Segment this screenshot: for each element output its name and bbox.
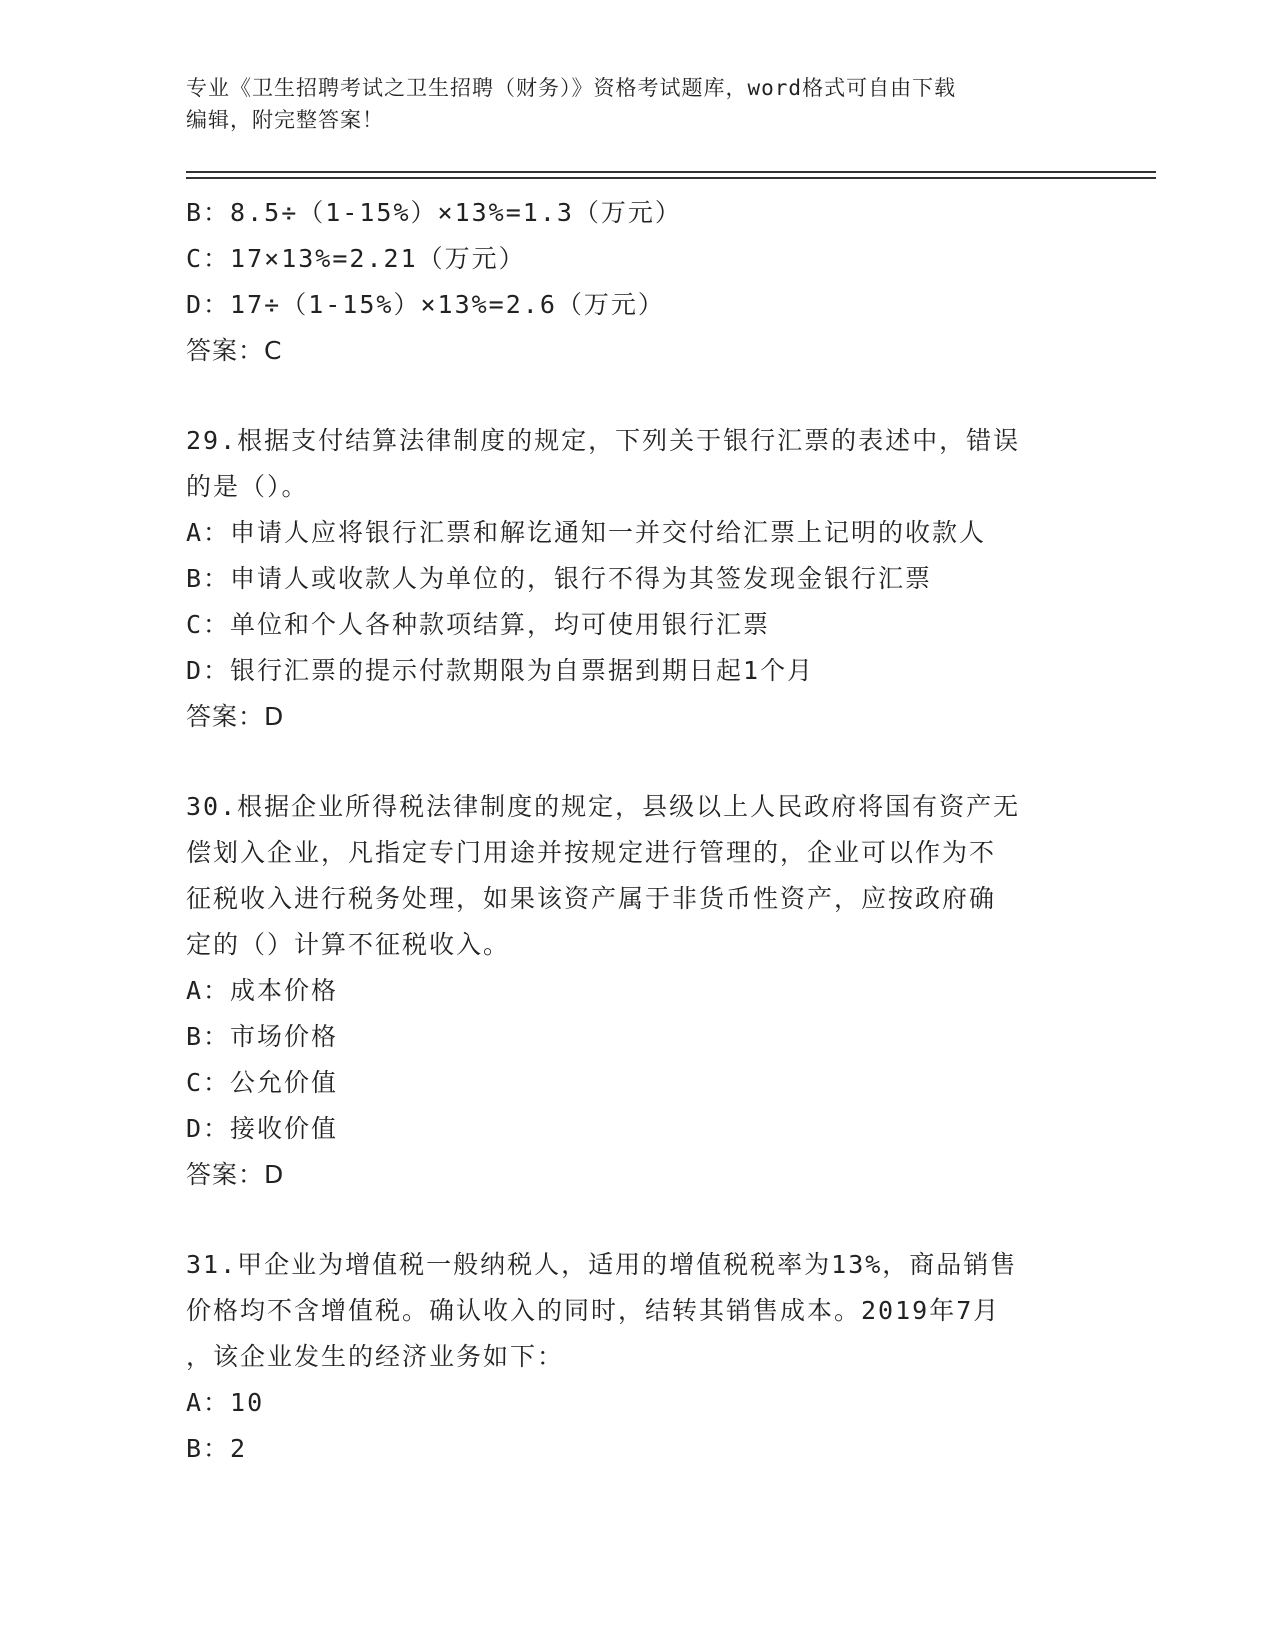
question-stem: 29.根据支付结算法律制度的规定，下列关于银行汇票的表述中，错误 [186,426,1021,455]
spacer [186,374,1086,418]
question-content [186,190,1086,1472]
option-b: B：市场价格 [186,1022,339,1051]
spacer [186,740,1086,784]
option-c: C：17×13%=2.21（万元） [186,244,526,273]
answer: 答案：C [186,336,283,365]
question-stem: 定的（）计算不征税收入。 [186,930,511,959]
spacer [186,1198,1086,1242]
question-stem: 30.根据企业所得税法律制度的规定，县级以上人民政府将国有资产无 [186,792,1021,821]
option-a: A：10 [186,1388,265,1417]
question-stem: ，该企业发生的经济业务如下： [186,1342,565,1371]
answer: 答案：D [186,702,285,731]
option-b: B：8.5÷（1-15%）×13%=1.3（万元） [186,198,682,227]
question-stem: 31.甲企业为增值税一般纳税人，适用的增值税税率为13%，商品销售 [186,1250,1018,1279]
question-28-tail [186,190,1086,374]
option-b: B：2 [186,1434,248,1463]
header-divider-top [186,171,1156,173]
option-a: A：申请人应将银行汇票和解讫通知一并交付给汇票上记明的收款人 [186,518,987,547]
question-stem: 偿划入企业，凡指定专门用途并按规定进行管理的，企业可以作为不 [186,838,997,867]
option-a: A：成本价格 [186,976,339,1005]
question-30 [186,784,1086,1198]
option-d: D：17÷（1-15%）×13%=2.6（万元） [186,290,665,319]
question-29 [186,418,1086,740]
option-b: B：申请人或收款人为单位的，银行不得为其签发现金银行汇票 [186,564,933,593]
option-c: C：单位和个人各种款项结算，均可使用银行汇票 [186,610,771,639]
question-stem: 价格均不含增值税。确认收入的同时，结转其销售成本。2019年7月 [186,1296,1001,1325]
question-stem: 征税收入进行税务处理，如果该资产属于非货币性资产，应按政府确 [186,884,997,913]
answer: 答案：D [186,1160,285,1189]
option-d: D：接收价值 [186,1114,339,1143]
document-header [186,72,1086,136]
option-d: D：银行汇票的提示付款期限为自票据到期日起1个月 [186,656,815,685]
question-stem: 的是（）。 [186,472,309,501]
question-31 [186,1242,1086,1472]
header-line-2: 编辑，附完整答案！ [186,108,384,132]
header-line-1: 专业《卫生招聘考试之卫生招聘（财务）》资格考试题库，word格式可自由下载 [186,76,957,100]
header-divider-bottom [186,177,1156,179]
option-c: C：公允价值 [186,1068,339,1097]
